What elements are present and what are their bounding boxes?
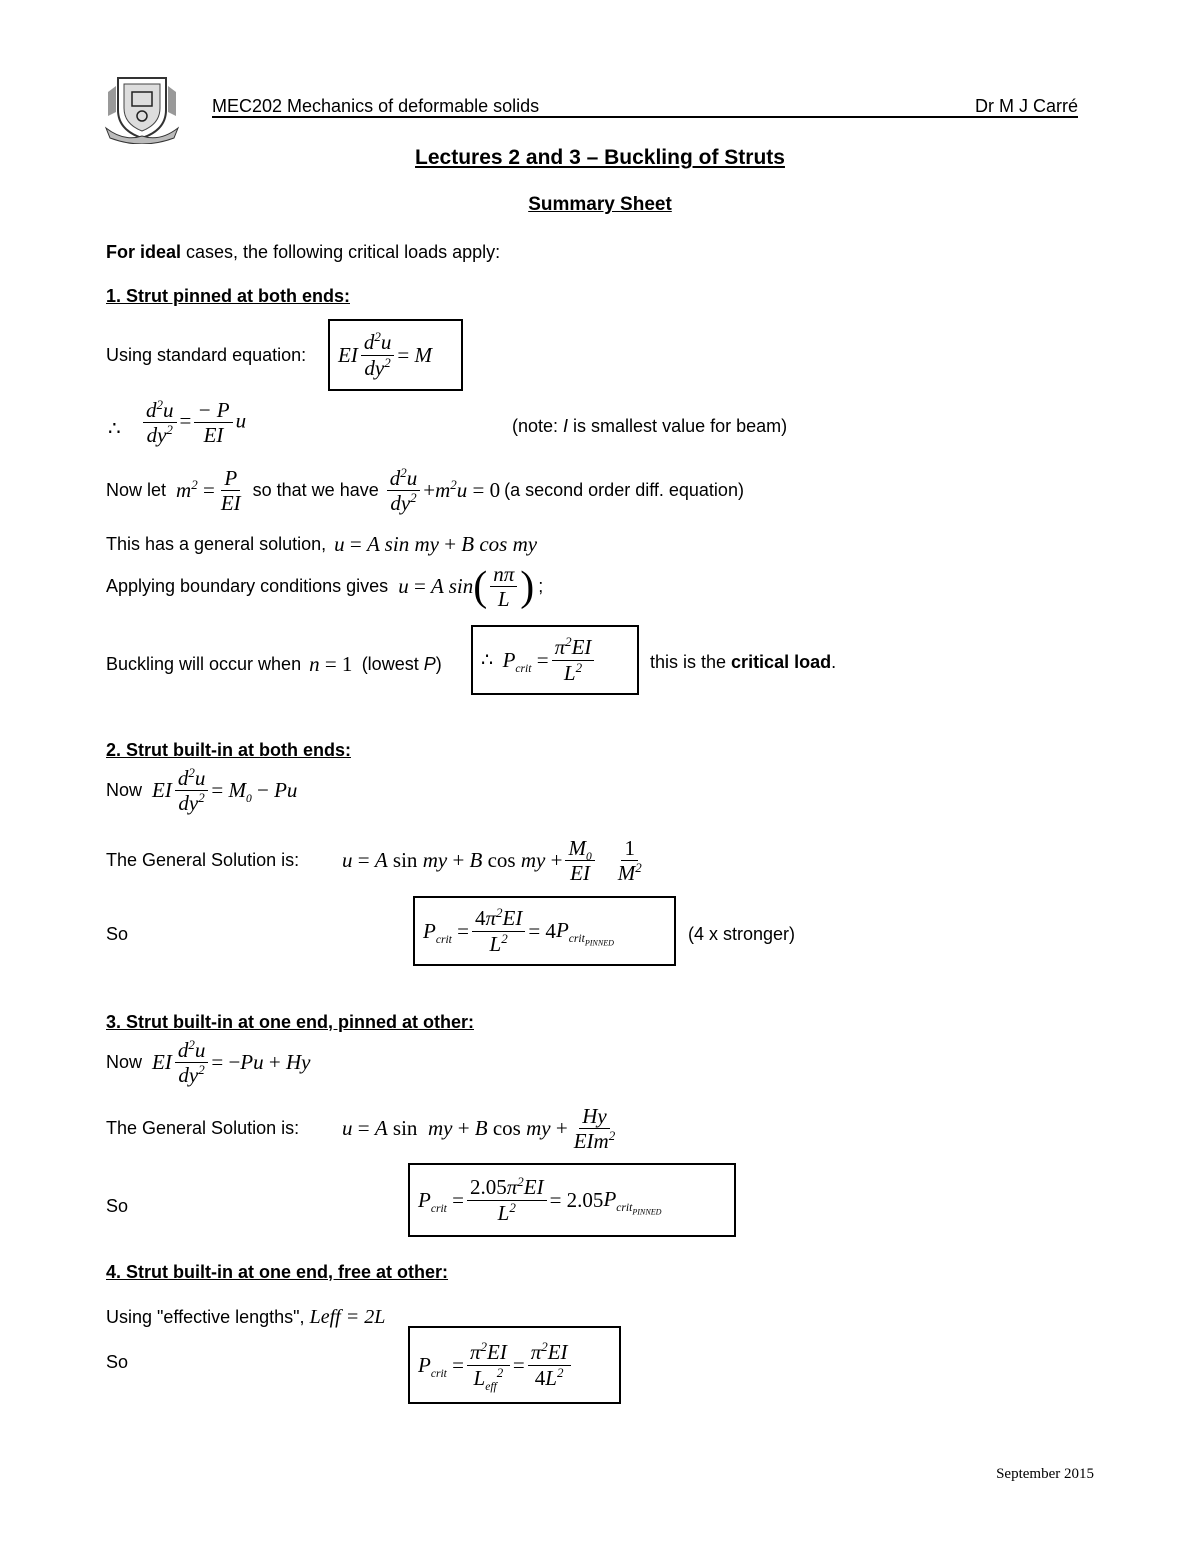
s3-so-label: So xyxy=(106,1196,129,1216)
lowest-end: ) xyxy=(435,654,442,674)
lowest-p: P xyxy=(423,654,436,674)
header-rule xyxy=(212,116,1078,118)
section-2-heading: 2. Strut built-in at both ends: xyxy=(106,740,351,760)
s3-now-line: Now EI $\frac{d^2u}{dy^2}$ = − Pu + Hy xyxy=(106,1037,311,1088)
note-a: (note: xyxy=(512,416,564,436)
page-title: Lectures 2 and 3 – Buckling of Struts xyxy=(415,146,785,169)
nowlet-label: Now let xyxy=(106,480,167,501)
note-i: I xyxy=(563,416,569,436)
effective-length-value: Leff = 2L xyxy=(309,1306,386,1328)
s2-stronger-note: (4 x stronger) xyxy=(688,924,796,944)
critical-load-pinned-box: ∴ $P_{crit}$ = $\frac{\pi^2EI}{L^2}$ xyxy=(471,625,639,695)
s2-general-solution-label: The General Solution is: xyxy=(106,850,300,871)
critical-load-free-box: $P_{crit}$ = $\frac{\pi^2EI}{L_{eff}^2}$ = $\frac{\pi^2EI}{4L^2}$ xyxy=(408,1326,621,1404)
intro-text xyxy=(106,242,500,263)
s3-general-solution-label: The General Solution is: xyxy=(106,1118,300,1139)
intro-rest: cases, the following critical loads apply: xyxy=(181,242,501,262)
standard-equation-box: EI $\frac{d^2u}{dy^2}$ = M xyxy=(328,319,463,391)
deflection-equation: $\frac{d^2u}{dy^2}$ = $\frac{- P}{EI}$ u xyxy=(140,398,246,447)
critical-load-c: . xyxy=(831,652,837,672)
header-author: Dr M J Carré xyxy=(975,96,1078,116)
s2-now-line: Now EI $\frac{d^2u}{dy^2}$ = $M_0$ − Pu xyxy=(106,765,298,816)
nowlet-line: Now let $m^2$ = $\frac{P}{EI}$ so that we have $\frac{d^2u}{dy^2}$ + $m^2u$ = 0 (a second order diff. equation) xyxy=(106,465,744,516)
note-text xyxy=(512,416,787,437)
critical-load-b: critical load xyxy=(731,652,832,672)
critical-load-builtin-pinned-box: $P_{crit}$ = $\frac{2.05\pi^2EI}{L^2}$ = 2.05 $P_{crit_{PINNED}}$ xyxy=(408,1163,736,1237)
footer-date: September 2015 xyxy=(996,1466,1094,1482)
s3-general-solution-line: The General Solution is: u = A sin my + B cos my + $\frac{Hy}{EIm^2}$ xyxy=(106,1104,616,1154)
boundary-conditions-label: Applying boundary conditions gives xyxy=(106,576,389,597)
header-course: MEC202 Mechanics of deformable solids xyxy=(212,96,540,116)
s2-general-solution-line: The General Solution is: u = A sin my + B cos my + $\frac{M_0}{EI}$ $\frac{1}{M^2}$ xyxy=(106,836,642,886)
general-solution-label: This has a general solution, xyxy=(106,534,327,554)
critical-load-builtin-box: $P_{crit}$ = $\frac{4\pi^2EI}{L^2}$ = 4 $P_{crit_{PINNED}}$ xyxy=(413,896,676,966)
note-b: is smallest value for beam) xyxy=(568,416,788,436)
lowest-label: (lowest xyxy=(361,654,419,674)
section-1-heading: 1. Strut pinned at both ends: xyxy=(106,286,350,306)
general-solution-line: This has a general solution, u = A sin my + B cos my xyxy=(106,532,538,556)
university-crest-logo xyxy=(104,72,180,149)
s2-now-label: Now xyxy=(106,780,143,801)
effective-lengths-label: Using "effective lengths", xyxy=(106,1307,305,1327)
critical-load-a: this is the xyxy=(650,652,732,672)
s2-so-label: So xyxy=(106,924,129,944)
section-3-heading: 3. Strut built-in at one end, pinned at other: xyxy=(106,1012,474,1032)
page-subtitle: Summary Sheet xyxy=(528,194,672,215)
s3-now-label: Now xyxy=(106,1052,143,1073)
s4-so-label: So xyxy=(106,1352,129,1372)
boundary-conditions-line: Applying boundary conditions gives u = A sin ( $\frac{n\pi}{L}$ ) ; xyxy=(106,562,544,612)
buckling-line: Buckling will occur when n = 1 (lowest P ) xyxy=(106,652,442,676)
therefore-symbol: ∴ xyxy=(108,418,121,440)
standard-equation-label: Using standard equation: xyxy=(106,345,307,365)
critical-load-text xyxy=(650,652,836,673)
second-order-label: (a second order diff. equation) xyxy=(504,480,744,501)
sothat-label: so that we have xyxy=(252,480,379,501)
buckling-label: Buckling will occur when xyxy=(106,654,302,674)
boundary-conditions-end: ; xyxy=(538,576,544,597)
section-4-heading: 4. Strut built-in at one end, free at other: xyxy=(106,1262,449,1282)
effective-lengths-line xyxy=(106,1306,385,1329)
intro-bold: For ideal xyxy=(106,242,182,262)
